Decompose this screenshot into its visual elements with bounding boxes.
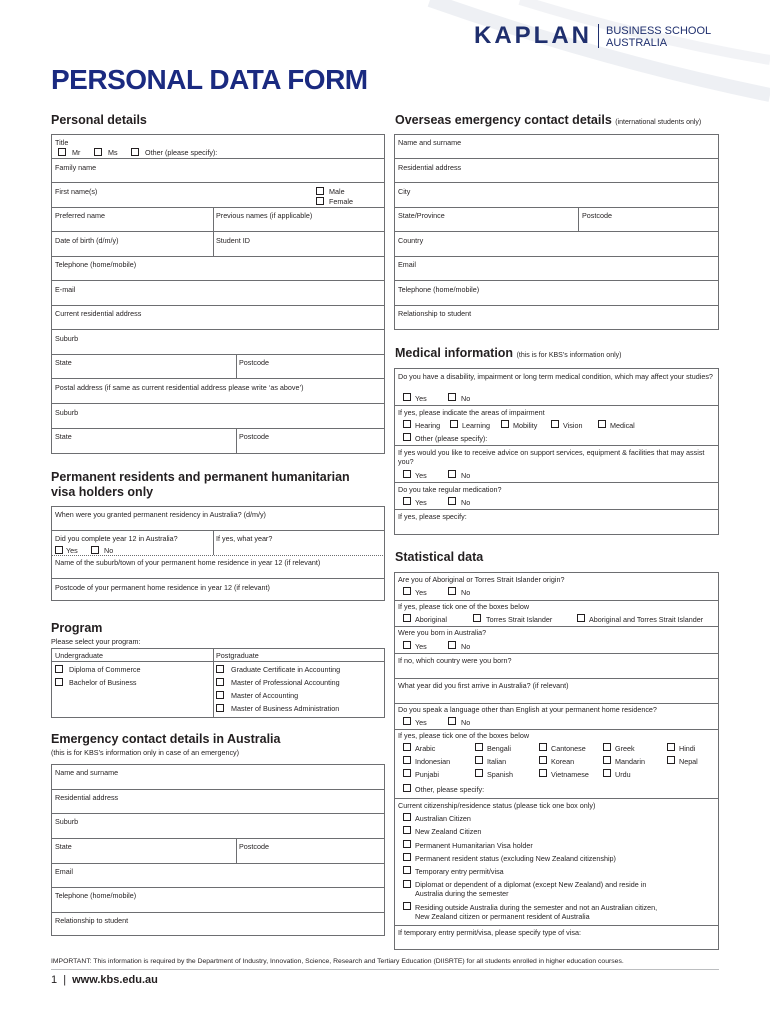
y12-no-checkbox[interactable] — [91, 546, 99, 554]
postgrad-option: Master of Accounting — [231, 691, 299, 700]
overseas-state-field[interactable]: State/Province — [398, 211, 445, 220]
complete-y12-label: Did you complete year 12 in Australia? — [55, 534, 178, 543]
impairment-checkbox[interactable] — [501, 420, 509, 428]
postgrad-heading: Postgraduate — [216, 651, 259, 660]
title-label: Title — [55, 138, 69, 147]
medical-other-checkbox[interactable] — [403, 433, 411, 441]
postgrad-checkbox[interactable] — [216, 704, 224, 712]
medical-q1-no-checkbox[interactable] — [448, 393, 456, 401]
personal-details-heading: Personal details — [51, 113, 147, 127]
aboriginal-yes-checkbox[interactable] — [403, 587, 411, 595]
suburb-field[interactable]: Suburb — [55, 334, 79, 343]
postal-address-field[interactable]: Postal address (if same as current residential address please write ‘as above’) — [55, 383, 304, 392]
overseas-telephone-field[interactable]: Telephone (home/mobile) — [398, 285, 480, 294]
born-no: No — [461, 642, 471, 651]
y12-yes-label: Yes — [66, 546, 78, 555]
medical-q1-yes: Yes — [415, 394, 427, 403]
born-no-checkbox[interactable] — [448, 641, 456, 649]
overseas-name-field[interactable]: Name and surname — [398, 138, 462, 147]
first-names-field[interactable]: First name(s) — [55, 187, 98, 196]
aboriginal-question: Are you of Aboriginal or Torres Strait Islander origin? — [398, 575, 565, 584]
emergency-state-divider — [236, 838, 237, 863]
telephone-field[interactable]: Telephone (home/mobile) — [55, 260, 137, 269]
family-name-field[interactable]: Family name — [55, 163, 97, 172]
overseas-city-field[interactable]: City — [398, 187, 411, 196]
y12-no-label: No — [104, 546, 114, 555]
language-option: Mandarin — [615, 757, 645, 766]
male-checkbox[interactable] — [316, 187, 324, 195]
language-option: Hindi — [679, 744, 696, 753]
email-field[interactable]: E-mail — [55, 285, 76, 294]
emergency-row-line — [51, 838, 385, 839]
language-option: Korean — [551, 757, 575, 766]
emergency-field[interactable]: Telephone (home/mobile) — [55, 891, 137, 900]
emergency-row-line — [51, 789, 385, 790]
aboriginal-no-checkbox[interactable] — [448, 587, 456, 595]
medical-q1-yes-checkbox[interactable] — [403, 393, 411, 401]
dob-field[interactable]: Date of birth (d/m/y) — [55, 236, 119, 245]
medical-q3: Do you take regular medication? — [398, 485, 502, 494]
emergency-heading: Emergency contact details in Australia — [51, 732, 281, 746]
footer-separator: | — [63, 974, 67, 986]
other-language-label: Other, please specify: — [415, 785, 485, 794]
citizenship-option: Permanent Humanitarian Visa holder — [415, 840, 533, 850]
impairment-checkbox[interactable] — [450, 420, 458, 428]
language-checkbox[interactable] — [667, 743, 675, 751]
postal-postcode-field[interactable]: Postcode — [239, 432, 269, 441]
impairment-option: Mobility — [513, 421, 538, 430]
medical-q2: If yes would you like to receive advice on support services, equipment & facilities that may assist you? — [398, 448, 705, 466]
torres-strait-checkbox[interactable] — [473, 614, 481, 622]
ms-checkbox[interactable] — [94, 148, 102, 156]
citizenship-checkbox[interactable] — [403, 826, 411, 834]
emergency-field[interactable]: State — [55, 842, 72, 851]
impairment-option: Medical — [610, 421, 635, 430]
medical-heading — [395, 346, 621, 360]
impairment-option: Hearing — [415, 421, 441, 430]
logo-divider — [598, 24, 599, 48]
aboriginal-option-checkbox[interactable] — [403, 614, 411, 622]
undergrad-checkbox[interactable] — [55, 665, 63, 673]
medical-q2-yes: Yes — [415, 471, 427, 480]
mr-checkbox[interactable] — [58, 148, 66, 156]
language-option: Cantonese — [551, 744, 586, 753]
other-language-checkbox[interactable] — [403, 784, 411, 792]
both-option: Aboriginal and Torres Strait Islander — [589, 615, 704, 624]
medical-q3-no-checkbox[interactable] — [448, 497, 456, 505]
ms-label: Ms — [108, 148, 118, 157]
other-title-label: Other (please specify): — [145, 148, 218, 157]
medical-other-label: Other (please specify): — [415, 434, 488, 443]
impairment-option: Learning — [462, 421, 490, 430]
y12-postcode-field[interactable]: Postcode of your permanent home residence in year 12 (if relevant) — [55, 583, 270, 592]
emergency-field[interactable]: Residential address — [55, 793, 119, 802]
language-no-checkbox[interactable] — [448, 717, 456, 725]
logo-line2: AUSTRALIA — [606, 37, 668, 49]
undergrad-option: Bachelor of Business — [69, 678, 137, 687]
undergrad-heading: Undergraduate — [55, 651, 103, 660]
language-checkbox[interactable] — [539, 756, 547, 764]
program-heading: Program — [51, 621, 103, 635]
residing-line2: New Zealand citizen or permanent resident of Australia — [415, 912, 590, 921]
language-checkbox[interactable] — [603, 756, 611, 764]
postgrad-option: Master of Professional Accounting — [231, 678, 340, 687]
torres-strait-option: Torres Strait Islander — [486, 615, 553, 624]
overseas-relationship-field[interactable]: Relationship to student — [398, 309, 472, 318]
emergency-field[interactable]: Relationship to student — [55, 916, 129, 925]
postal-suburb-field[interactable]: Suburb — [55, 408, 79, 417]
citizenship-checkbox[interactable] — [403, 853, 411, 861]
language-checkbox[interactable] — [475, 743, 483, 751]
language-checkbox[interactable] — [667, 756, 675, 764]
program-select-label: Please select your program: — [51, 637, 141, 646]
language-option: Punjabi — [415, 770, 439, 779]
language-checkbox[interactable] — [603, 769, 611, 777]
overseas-heading-text: Overseas emergency contact details — [395, 113, 612, 127]
emergency-field[interactable]: Suburb — [55, 817, 79, 826]
language-question: Do you speak a language other than English at your permanent home residence? — [398, 705, 657, 714]
emergency-row-line — [51, 863, 385, 864]
postgrad-option: Master of Business Administration — [231, 704, 340, 713]
citizenship-checkbox[interactable] — [403, 813, 411, 821]
other-title-checkbox[interactable] — [131, 148, 139, 156]
medical-q1-no: No — [461, 394, 471, 403]
both-option-checkbox[interactable] — [577, 614, 585, 622]
previous-names-field[interactable]: Previous names (if applicable) — [216, 211, 313, 220]
language-checkbox[interactable] — [403, 743, 411, 751]
medical-areas-label: If yes, please indicate the areas of impairment — [398, 408, 545, 417]
medical-q2-yes-checkbox[interactable] — [403, 470, 411, 478]
page-title: PERSONAL DATA FORM — [51, 64, 368, 95]
language-checkbox[interactable] — [475, 769, 483, 777]
y12-yes-checkbox[interactable] — [55, 546, 63, 554]
citizenship-option: Australian Citizen — [415, 814, 471, 823]
impairment-option: Vision — [563, 421, 583, 430]
language-option: Arabic — [415, 744, 436, 753]
emergency-row-line — [51, 813, 385, 814]
medical-q2-no-checkbox[interactable] — [448, 470, 456, 478]
statistical-heading: Statistical data — [395, 550, 484, 564]
emergency-note: (this is for KBS’s information only in case of an emergency) — [51, 748, 240, 757]
arrival-year-field[interactable]: What year did you first arrive in Australia? (if relevant) — [398, 681, 569, 690]
male-label: Male — [329, 187, 345, 196]
language-checkbox[interactable] — [539, 769, 547, 777]
student-id-field[interactable]: Student ID — [216, 236, 250, 245]
postgrad-checkbox[interactable] — [216, 665, 224, 673]
impairment-checkbox[interactable] — [403, 420, 411, 428]
emergency-row-line — [51, 912, 385, 913]
state-field[interactable]: State — [55, 358, 72, 367]
citizenship-option: New Zealand Citizen — [415, 827, 482, 837]
overseas-note: (international students only) — [615, 119, 702, 126]
language-checkbox[interactable] — [403, 769, 411, 777]
medical-q1: Do you have a disability, impairment or long term medical condition, which may affect your studies? — [398, 372, 713, 381]
aboriginal-option: Aboriginal — [415, 615, 447, 624]
postgrad-checkbox[interactable] — [216, 678, 224, 686]
diplomat-line2: Australia during the semester — [415, 889, 509, 898]
language-no: No — [461, 718, 471, 727]
postgrad-checkbox[interactable] — [216, 691, 224, 699]
language-option: Nepal — [679, 757, 698, 766]
impairment-checkbox[interactable] — [598, 420, 606, 428]
language-option: Indonesian — [415, 757, 451, 766]
preferred-name-field[interactable]: Preferred name — [55, 211, 105, 220]
medical-q3-no: No — [461, 498, 471, 507]
language-option: Greek — [615, 744, 635, 753]
y12-year-field[interactable]: If yes, what year? — [216, 534, 273, 543]
emergency-field[interactable]: Name and surname — [55, 768, 119, 777]
y12-suburb-field[interactable]: Name of the suburb/town of your permanent home residence in year 12 (if relevant) — [55, 558, 321, 567]
footer — [51, 974, 158, 986]
citizenship-question: Current citizenship/residence status (please tick one box only) — [398, 801, 596, 810]
website-link[interactable]: www.kbs.edu.au — [72, 974, 158, 986]
medical-note: (this is for KBS’s information only) — [516, 352, 622, 359]
permanent-residents-heading-1: Permanent residents and permanent humanitarian — [51, 470, 350, 484]
postgrad-option: Graduate Certificate in Accounting — [231, 665, 341, 674]
language-checkbox[interactable] — [539, 743, 547, 751]
female-checkbox[interactable] — [316, 197, 324, 205]
visa-type-field[interactable]: If temporary entry permit/visa, please specify type of visa: — [398, 928, 581, 937]
diplomat-line1: Diplomat or dependent of a diplomat (except New Zealand) and reside in — [415, 880, 647, 889]
language-tick-label: If yes, please tick one of the boxes below — [398, 731, 530, 740]
residing-line1: Residing outside Australia during the semester and not an Australian citizen, — [415, 903, 658, 912]
language-option: Urdu — [615, 770, 631, 779]
undergrad-option: Diploma of Commerce — [69, 665, 141, 674]
female-label: Female — [329, 197, 353, 206]
diplomat-checkbox[interactable] — [403, 880, 411, 888]
emergency-postcode-field[interactable]: Postcode — [239, 842, 269, 851]
language-checkbox[interactable] — [603, 743, 611, 751]
aboriginal-yes: Yes — [415, 588, 427, 597]
language-option: Vietnamese — [551, 770, 589, 779]
language-option: Bengali — [487, 744, 511, 753]
postcode-field[interactable]: Postcode — [239, 358, 269, 367]
aboriginal-no: No — [461, 588, 471, 597]
permanent-residents-heading-2: visa holders only — [51, 485, 154, 499]
mr-label: Mr — [72, 148, 81, 157]
residing-outside-checkbox[interactable] — [403, 902, 411, 910]
medical-specify-field[interactable]: If yes, please specify: — [398, 512, 467, 521]
logo-line1: BUSINESS SCHOOL — [606, 25, 712, 37]
citizenship-option: Temporary entry permit/visa — [415, 867, 504, 877]
impairment-checkbox[interactable] — [551, 420, 559, 428]
citizenship-checkbox[interactable] — [403, 840, 411, 848]
aboriginal-tick-one: If yes, please tick one of the boxes below — [398, 602, 530, 611]
language-checkbox[interactable] — [403, 756, 411, 764]
emergency-row-line — [51, 887, 385, 888]
overseas-postcode-field[interactable]: Postcode — [582, 211, 612, 220]
overseas-heading — [395, 113, 701, 127]
important-note: IMPORTANT: This information is required by the Department of Industry, Innovation, Science, Research and Tertiary Education (DIISRTE) for all students enrolled in higher education courses. — [51, 958, 624, 965]
language-yes-checkbox[interactable] — [403, 717, 411, 725]
born-country-field[interactable]: If no, which country were you born? — [398, 656, 512, 665]
language-option: Spanish — [487, 770, 513, 779]
medical-q2-no: No — [461, 471, 471, 480]
current-address-field[interactable]: Current residential address — [55, 309, 142, 318]
citizenship-option: Permanent resident status (excluding New Zealand citizenship) — [415, 853, 616, 863]
overseas-country-field[interactable]: Country — [398, 236, 424, 245]
medical-heading-text: Medical information — [395, 346, 514, 360]
medical-q3-yes: Yes — [415, 498, 427, 507]
postal-state-field[interactable]: State — [55, 432, 72, 441]
overseas-email-field[interactable]: Email — [398, 260, 416, 269]
born-yes-checkbox[interactable] — [403, 641, 411, 649]
language-option: Italian — [487, 757, 507, 766]
page-number: 1 — [51, 974, 58, 986]
born-australia-question: Were you born in Australia? — [398, 628, 487, 637]
medical-q3-yes-checkbox[interactable] — [403, 497, 411, 505]
undergrad-checkbox[interactable] — [55, 678, 63, 686]
pr-granted-field[interactable]: When were you granted permanent residency in Australia? (d/m/y) — [55, 510, 266, 519]
born-yes: Yes — [415, 642, 427, 651]
citizenship-checkbox[interactable] — [403, 866, 411, 874]
emergency-field[interactable]: Email — [55, 867, 73, 876]
overseas-address-field[interactable]: Residential address — [398, 163, 462, 172]
logo-word: KAPLAN — [474, 22, 592, 49]
footer-divider — [51, 969, 719, 970]
language-checkbox[interactable] — [475, 756, 483, 764]
language-yes: Yes — [415, 718, 427, 727]
